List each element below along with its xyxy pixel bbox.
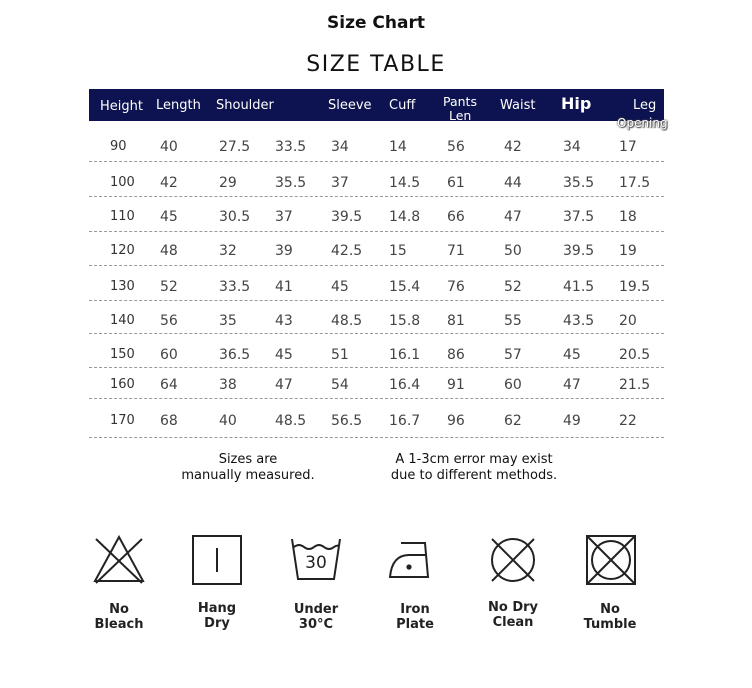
row-divider [89, 161, 664, 162]
cell-sleeve: 34 [331, 139, 349, 155]
cell-hip: 49 [563, 413, 581, 429]
cell-shoulder-2: 35.5 [275, 175, 307, 191]
cell-height: 170 [110, 413, 135, 428]
care-label-iron-plate [370, 602, 460, 632]
note-error-line2: due to different methods. [390, 468, 558, 483]
cell-hip: 35.5 [563, 175, 595, 191]
cell-sleeve: 39.5 [331, 209, 363, 225]
no-tumble-icon [584, 533, 638, 587]
cell-waist: 55 [504, 313, 522, 329]
cell-shoulder: 33.5 [219, 279, 251, 295]
care-label-line1: No Dry [487, 600, 538, 615]
row-divider [89, 333, 664, 334]
row-divider [89, 300, 664, 301]
header-shoulder: Shoulder [216, 98, 274, 113]
care-label-line2: Dry [204, 616, 230, 631]
cell-length: 52 [160, 279, 178, 295]
cell-pants-len: 91 [447, 377, 465, 393]
header-waist: Waist [500, 98, 536, 113]
row-divider [89, 196, 664, 197]
row-divider [89, 231, 664, 232]
cell-sleeve: 37 [331, 175, 349, 191]
cell-sleeve: 51 [331, 347, 349, 363]
cell-waist: 44 [504, 175, 522, 191]
cell-shoulder: 36.5 [219, 347, 251, 363]
cell-cuff: 14 [389, 139, 407, 155]
cell-leg-opening: 21.5 [619, 377, 651, 393]
cell-height: 140 [110, 313, 135, 328]
no-bleach-icon [92, 533, 146, 587]
cell-hip: 43.5 [563, 313, 595, 329]
header-pants-len-line1: Pants [443, 94, 477, 109]
cell-hip: 47 [563, 377, 581, 393]
care-label-line1: No [600, 602, 620, 617]
cell-cuff: 14.5 [389, 175, 421, 191]
cell-shoulder: 35 [219, 313, 237, 329]
cell-shoulder-2: 37 [275, 209, 293, 225]
cell-shoulder-2: 33.5 [275, 139, 307, 155]
cell-shoulder-2: 43 [275, 313, 293, 329]
cell-hip: 45 [563, 347, 581, 363]
row-divider [89, 367, 664, 368]
header-opening: Opening [617, 116, 668, 130]
wash-30-icon [289, 533, 343, 587]
cell-shoulder-2: 39 [275, 243, 293, 259]
cell-height: 110 [110, 209, 135, 224]
cell-sleeve: 54 [331, 377, 349, 393]
cell-length: 48 [160, 243, 178, 259]
table-title: SIZE TABLE [306, 52, 446, 77]
cell-cuff: 15.8 [389, 313, 421, 329]
header-leg: Leg [633, 98, 657, 113]
note-measured-line1: Sizes are [218, 452, 278, 467]
care-label-no-dry-clean [468, 600, 558, 630]
cell-pants-len: 96 [447, 413, 465, 429]
cell-shoulder: 40 [219, 413, 237, 429]
cell-height: 90 [110, 139, 127, 154]
cell-leg-opening: 20.5 [619, 347, 651, 363]
cell-pants-len: 61 [447, 175, 465, 191]
header-length: Length [156, 98, 201, 113]
row-divider [89, 437, 664, 438]
cell-length: 56 [160, 313, 178, 329]
care-label-hang-dry [172, 601, 262, 631]
cell-hip: 39.5 [563, 243, 595, 259]
care-label-under-30 [271, 602, 361, 632]
care-label-line1: Iron [400, 602, 430, 617]
cell-height: 130 [110, 279, 135, 294]
care-label-line2: Tumble [583, 617, 637, 632]
cell-shoulder-2: 48.5 [275, 413, 307, 429]
care-label-line2: Plate [396, 617, 434, 632]
cell-leg-opening: 18 [619, 209, 637, 225]
cell-height: 160 [110, 377, 135, 392]
cell-shoulder: 32 [219, 243, 237, 259]
care-label-line2: Bleach [94, 617, 144, 632]
cell-cuff: 16.4 [389, 377, 421, 393]
cell-leg-opening: 22 [619, 413, 637, 429]
cell-pants-len: 86 [447, 347, 465, 363]
cell-cuff: 15.4 [389, 279, 421, 295]
cell-hip: 34 [563, 139, 581, 155]
note-error [374, 452, 574, 484]
cell-leg-opening: 19 [619, 243, 637, 259]
header-pants-len [443, 95, 477, 123]
cell-length: 64 [160, 377, 178, 393]
cell-waist: 52 [504, 279, 522, 295]
cell-shoulder: 38 [219, 377, 237, 393]
cell-leg-opening: 20 [619, 313, 637, 329]
note-measured-line2: manually measured. [181, 468, 315, 483]
cell-cuff: 16.1 [389, 347, 421, 363]
cell-length: 60 [160, 347, 178, 363]
cell-length: 45 [160, 209, 178, 225]
cell-waist: 50 [504, 243, 522, 259]
cell-shoulder: 30.5 [219, 209, 251, 225]
cell-waist: 60 [504, 377, 522, 393]
cell-sleeve: 56.5 [331, 413, 363, 429]
cell-shoulder: 29 [219, 175, 237, 191]
row-divider [89, 398, 664, 399]
cell-cuff: 16.7 [389, 413, 421, 429]
cell-height: 100 [110, 175, 135, 190]
cell-waist: 42 [504, 139, 522, 155]
cell-shoulder: 27.5 [219, 139, 251, 155]
care-label-line2: 30°C [298, 617, 334, 632]
header-sleeve: Sleeve [328, 98, 372, 113]
iron-icon [387, 533, 441, 587]
cell-sleeve: 42.5 [331, 243, 363, 259]
cell-leg-opening: 17 [619, 139, 637, 155]
header-height: Height [100, 99, 143, 114]
cell-sleeve: 48.5 [331, 313, 363, 329]
care-label-line1: Hang [197, 601, 237, 616]
cell-shoulder-2: 45 [275, 347, 293, 363]
care-label-line1: Under [293, 602, 339, 617]
cell-shoulder-2: 47 [275, 377, 293, 393]
note-measured [168, 452, 328, 484]
cell-pants-len: 81 [447, 313, 465, 329]
cell-waist: 62 [504, 413, 522, 429]
cell-cuff: 14.8 [389, 209, 421, 225]
cell-shoulder-2: 41 [275, 279, 293, 295]
cell-hip: 37.5 [563, 209, 595, 225]
cell-length: 42 [160, 175, 178, 191]
cell-length: 68 [160, 413, 178, 429]
no-dry-clean-icon [486, 533, 540, 587]
header-pants-len-line2: Len [449, 108, 472, 123]
wash-temp-number: 30 [305, 553, 327, 573]
cell-hip: 41.5 [563, 279, 595, 295]
cell-waist: 47 [504, 209, 522, 225]
header-cuff: Cuff [389, 98, 416, 113]
page-title: Size Chart [327, 13, 425, 33]
cell-pants-len: 76 [447, 279, 465, 295]
cell-pants-len: 71 [447, 243, 465, 259]
cell-pants-len: 66 [447, 209, 465, 225]
cell-leg-opening: 17.5 [619, 175, 651, 191]
cell-sleeve: 45 [331, 279, 349, 295]
note-error-line1: A 1-3cm error may exist [395, 452, 553, 467]
cell-height: 150 [110, 347, 135, 362]
header-hip: Hip [561, 94, 592, 113]
cell-waist: 57 [504, 347, 522, 363]
cell-cuff: 15 [389, 243, 407, 259]
cell-pants-len: 56 [447, 139, 465, 155]
cell-leg-opening: 19.5 [619, 279, 651, 295]
hang-dry-icon [190, 533, 244, 587]
cell-length: 40 [160, 139, 178, 155]
care-label-no-tumble [565, 602, 655, 632]
care-label-line2: Clean [492, 615, 534, 630]
care-label-line1: No [109, 602, 129, 617]
row-divider [89, 265, 664, 266]
cell-height: 120 [110, 243, 135, 258]
care-label-no-bleach [74, 602, 164, 632]
